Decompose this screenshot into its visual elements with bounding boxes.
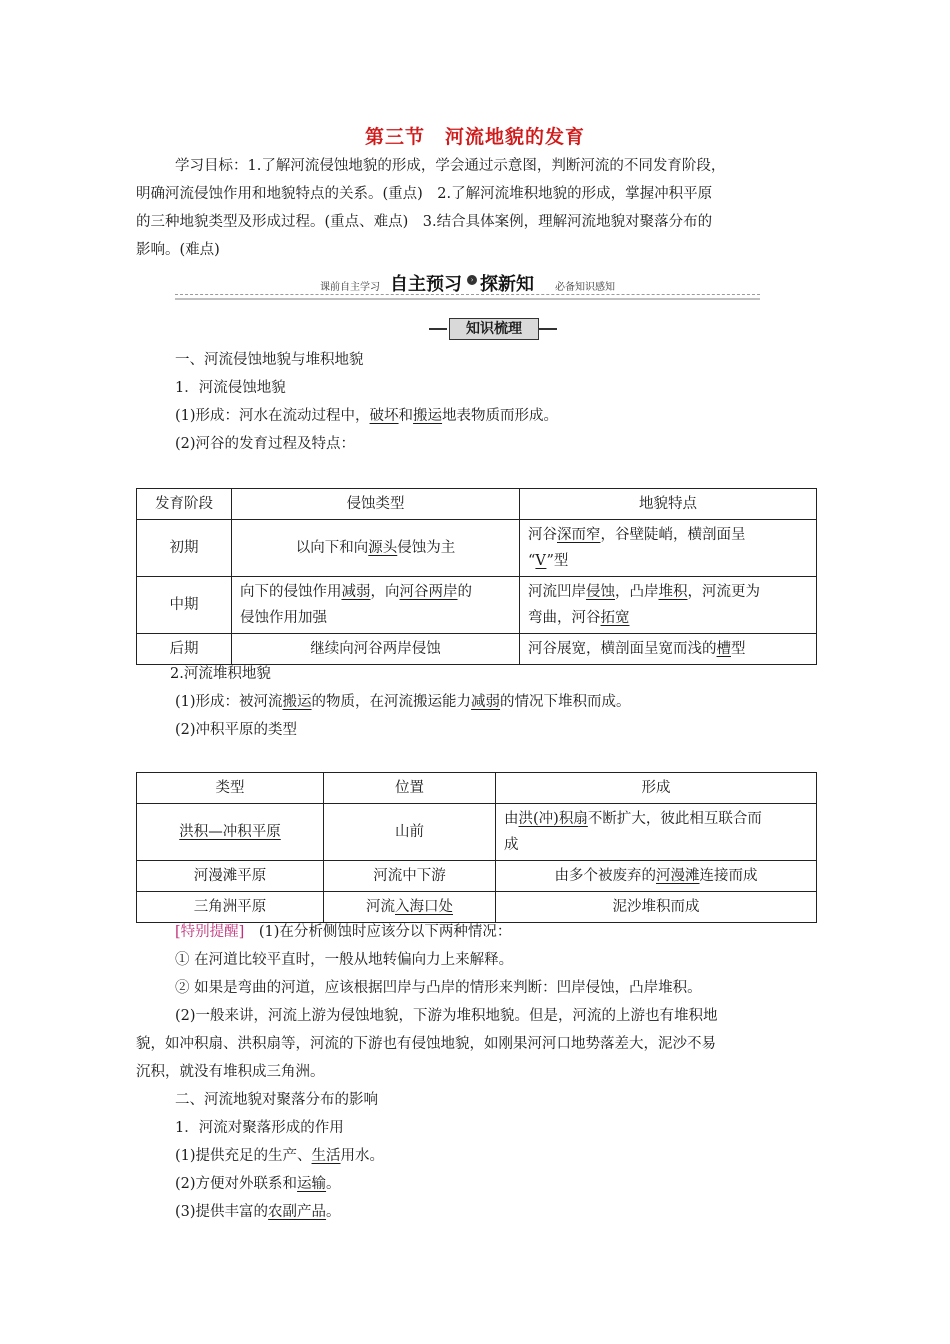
table-header-cell: 形成 — [496, 773, 817, 804]
table-header-row — [137, 773, 817, 804]
banner-left-caption: 课前自主学习 — [320, 282, 380, 293]
subsection-erosion: 1．河流侵蚀地貌 — [175, 380, 286, 396]
position-cell: 河流入海口处 — [324, 892, 496, 923]
tip-intro: [特别提醒] (1)在分析侧蚀时应该分以下两种情况： — [175, 924, 512, 940]
settlement-item-1: (1)提供充足的生产、生活用水。 — [175, 1148, 385, 1164]
plain-types-intro: (2)冲积平原的类型 — [175, 722, 298, 738]
page-title: 第三节 河流地貌的发育 — [364, 126, 585, 148]
banner-divider-shadow — [175, 298, 760, 300]
banner-title-2: 探新知 — [480, 274, 534, 295]
stage-cell: 后期 — [137, 634, 232, 665]
banner-title-1: 自主预习 — [390, 274, 462, 295]
goals-line-1: 学习目标：1.了解河流侵蚀地貌的形成，学会通过示意图，判断河流的不同发育阶段， — [175, 158, 726, 174]
arrow-icon: › — [467, 275, 477, 285]
erosion-type-cell: 继续向河谷两岸侵蚀 — [232, 634, 520, 665]
banner-divider — [175, 294, 760, 295]
feature-cell: 河流凹岸侵蚀，凸岸堆积，河流更为 弯曲，河谷拓宽 — [520, 577, 817, 634]
valley-development-table — [136, 488, 817, 665]
feature-cell: 河谷深而窄，谷壁陡峭，横剖面呈 “V”型 — [520, 520, 817, 577]
alluvial-plain-table — [136, 772, 817, 923]
goals-line-2: 明确河流侵蚀作用和地貌特点的关系。(重点) 2.了解河流堆积地貌的形成，掌握冲积平原 — [136, 186, 713, 202]
table-header-cell: 发育阶段 — [137, 489, 232, 520]
tip-label: [特别提醒] — [175, 924, 245, 940]
tip-point-3-line-3: 沉积，就没有堆积成三角洲。 — [136, 1064, 325, 1080]
tip-point-2: ② 如果是弯曲的河道，应该根据凹岸与凸岸的情形来判断：凹岸侵蚀，凸岸堆积。 — [175, 980, 702, 996]
section-2-heading: 二、河流地貌对聚落分布的影响 — [175, 1092, 378, 1108]
tip-point-3-line-2: 貌，如冲积扇、洪积扇等，河流的下游也有侵蚀地貌，如刚果河河口地势落差大，泥沙不易 — [136, 1036, 716, 1052]
erosion-type-cell: 向下的侵蚀作用减弱，向河谷两岸的 侵蚀作用加强 — [232, 577, 520, 634]
tip-point-3-line-1: (2)一般来讲，河流上游为侵蚀地貌，下游为堆积地貌。但是，河流的上游也有堆积地 — [175, 1008, 718, 1024]
goals-line-4: 影响。(难点) — [136, 242, 220, 258]
tip-point-1: ① 在河道比较平直时，一般从地转偏向力上来解释。 — [175, 952, 514, 968]
section-1-heading: 一、河流侵蚀地貌与堆积地貌 — [175, 352, 364, 368]
table-header-cell: 侵蚀类型 — [232, 489, 520, 520]
valley-development-intro: (2)河谷的发育过程及特点： — [175, 436, 356, 452]
table-header-cell: 位置 — [324, 773, 496, 804]
table-header-row — [137, 489, 817, 520]
goals-line-3: 的三种地貌类型及形成过程。(重点、难点) 3.结合具体案例，理解河流地貌对聚落分布的 — [136, 214, 713, 230]
stage-cell: 中期 — [137, 577, 232, 634]
badge-line-right — [539, 328, 557, 330]
badge-line-left — [429, 328, 447, 330]
table-row — [137, 804, 817, 861]
deposition-formation: (1)形成：被河流搬运的物质，在河流搬运能力减弱的情况下堆积而成。 — [175, 694, 631, 710]
badge-label: 知识梳理 — [449, 318, 539, 340]
position-cell: 河流中下游 — [324, 861, 496, 892]
settlement-item-3: (3)提供丰富的农副产品。 — [175, 1204, 341, 1220]
formation-cell: 泥沙堆积而成 — [496, 892, 817, 923]
table-header-cell: 地貌特点 — [520, 489, 817, 520]
position-cell: 山前 — [324, 804, 496, 861]
table-row — [137, 520, 817, 577]
settlement-item-2: (2)方便对外联系和运输。 — [175, 1176, 341, 1192]
plain-type-cell: 河漫滩平原 — [137, 861, 324, 892]
table-row — [137, 861, 817, 892]
table-row — [137, 577, 817, 634]
banner-right-caption: 必备知识感知 — [555, 282, 615, 293]
erosion-type-cell: 以向下和向源头侵蚀为主 — [232, 520, 520, 577]
feature-cell: 河谷展宽，横剖面呈宽而浅的槽型 — [520, 634, 817, 665]
section-banner — [175, 270, 760, 300]
formation-cell: 由多个被废弃的河漫滩连接而成 — [496, 861, 817, 892]
stage-cell: 初期 — [137, 520, 232, 577]
subsection-settlement: 1．河流对聚落形成的作用 — [175, 1120, 344, 1136]
plain-type-cell: 三角洲平原 — [137, 892, 324, 923]
plain-type-cell: 洪积—冲积平原 — [137, 804, 324, 861]
erosion-formation: (1)形成：河水在流动过程中，破坏和搬运地表物质而形成。 — [175, 408, 559, 424]
formation-cell: 由洪(冲)积扇不断扩大，彼此相互联合而 成 — [496, 804, 817, 861]
table-header-cell: 类型 — [137, 773, 324, 804]
subsection-deposition: 2.河流堆积地貌 — [170, 666, 271, 682]
section-badge — [429, 318, 557, 340]
